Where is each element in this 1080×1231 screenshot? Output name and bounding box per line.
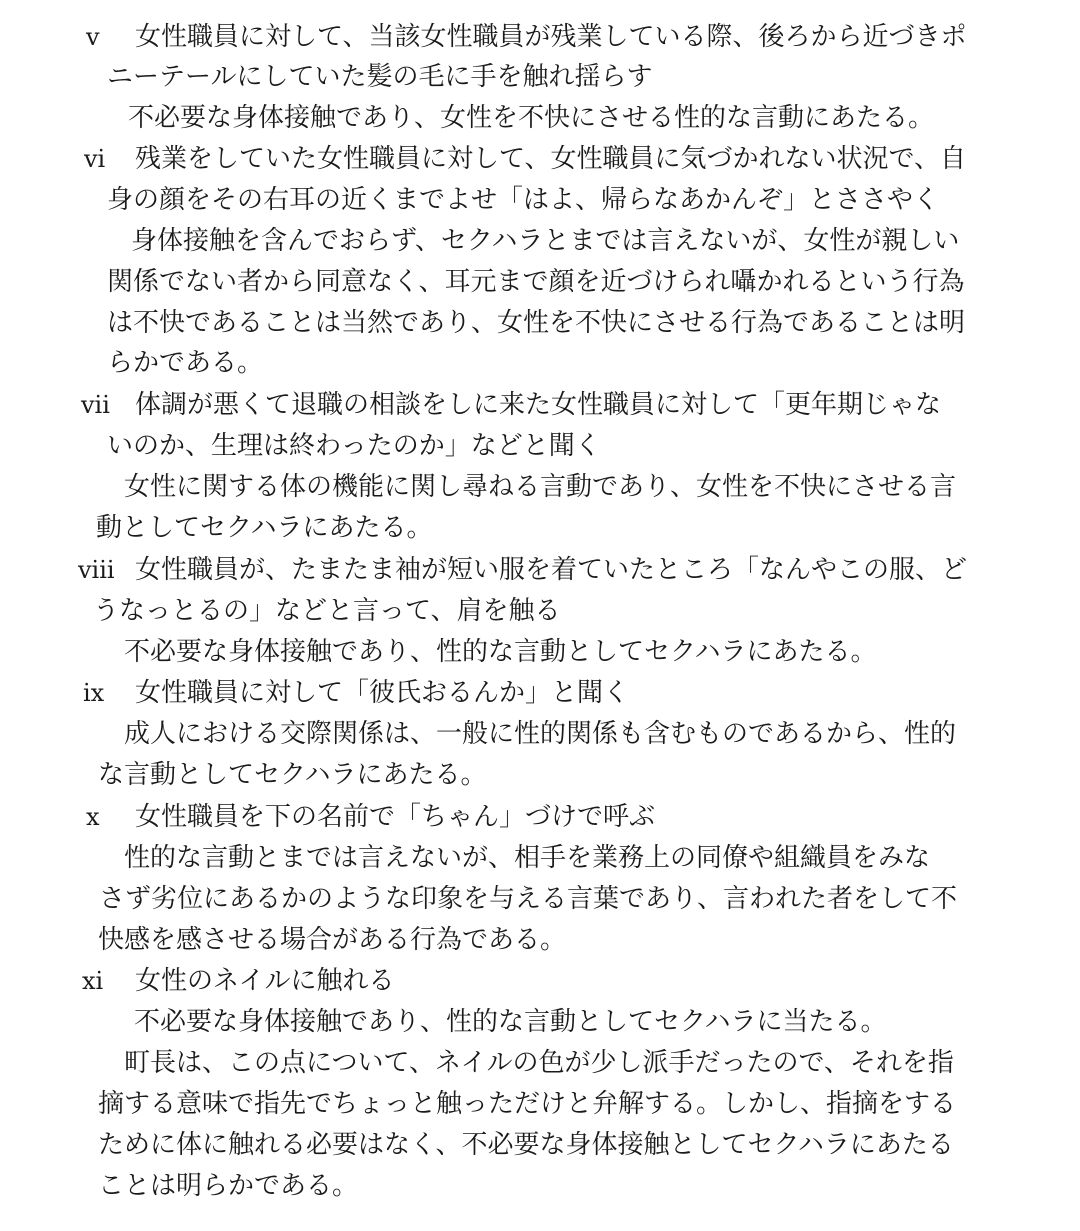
item-body-line: 摘する意味で指先でちょっと触っただけと弁解する。しかし、指摘をする (98, 1089, 957, 1119)
item-heading-line: 体調が悪くて退職の相談をしに来た女性職員に対して「更年期じゃな (135, 390, 942, 420)
item-body-line: 不必要な身体接触であり、性的な言動としてセクハラに当たる。 (134, 1007, 887, 1037)
item-body-line: 不必要な身体接触であり、女性を不快にさせる性的な言動にあたる。 (128, 103, 935, 133)
item-heading-line: 身の顔をその右耳の近くまでよせ「はよ、帰らなあかんぞ」とささやく (107, 185, 940, 215)
item-heading-line: いのか、生理は終わったのか」などと聞く (107, 431, 601, 461)
item-body-line: 不必要な身体接触であり、性的な言動としてセクハラにあたる。 (124, 637, 877, 667)
item-heading-line: 女性職員に対して、当該女性職員が残業している際、後ろから近づきポ (135, 22, 967, 52)
item-heading-line: 女性職員に対して「彼氏おるんか」と聞く (135, 678, 630, 708)
item-body-line: 成人における交際関係は、一般に性的関係も含むものであるから、性的 (124, 719, 957, 749)
item-body-line: 町長は、この点について、ネイルの色が少し派手だったので、それを指 (124, 1048, 954, 1078)
item-heading-line: うなっとるの」などと言って、肩を触る (93, 596, 561, 626)
item-heading-line: 女性のネイルに触れる (135, 966, 395, 996)
item-body-line: な言動としてセクハラにあたる。 (98, 760, 487, 790)
item-heading-line: 残業をしていた女性職員に対して、女性職員に気づかれない状況で、自 (135, 144, 966, 174)
item-body-line: 身体接触を含んでおらず、セクハラとまでは言えないが、女性が親しい (131, 226, 960, 256)
item-body-line: 女性に関する体の機能に関し尋ねる言動であり、女性を不快にさせる言 (124, 472, 957, 502)
item-marker: vii (81, 391, 110, 419)
item-body-line: ために体に触れる必要はなく、不必要な身体接触としてセクハラにあたる (98, 1130, 954, 1160)
item-body-line: さず劣位にあるかのような印象を与える言葉であり、言われた者をして不 (99, 884, 958, 914)
item-marker: ix (83, 679, 105, 707)
item-body-line: は不快であることは当然であり、女性を不快にさせる行為であることは明 (107, 308, 966, 338)
item-body-line: 性的な言動とまでは言えないが、相手を業務上の同僚や組織員をみな (124, 843, 931, 873)
item-marker: vi (84, 145, 106, 173)
item-body-line: 動としてセクハラにあたる。 (96, 513, 433, 543)
item-body-line: らかである。 (107, 348, 264, 378)
item-heading-line: 女性職員を下の名前で「ちゃん」づけで呼ぶ (135, 802, 656, 832)
item-body-line: ことは明らかである。 (98, 1171, 359, 1201)
item-heading-line: 女性職員が、たまたま袖が短い服を着ていたところ「なんやこの服、ど (135, 555, 968, 585)
item-body-line: 快感を感させる場合がある行為である。 (98, 925, 567, 955)
item-heading-line: ニーテールにしていた髪の毛に手を触れ揺らす (107, 62, 653, 92)
item-marker: v (86, 23, 100, 51)
item-body-line: 関係でない者から同意なく、耳元まで顔を近づけられ囁かれるという行為 (107, 267, 965, 297)
item-marker: xi (82, 967, 104, 995)
item-marker: viii (78, 556, 115, 584)
item-marker: x (86, 803, 100, 831)
